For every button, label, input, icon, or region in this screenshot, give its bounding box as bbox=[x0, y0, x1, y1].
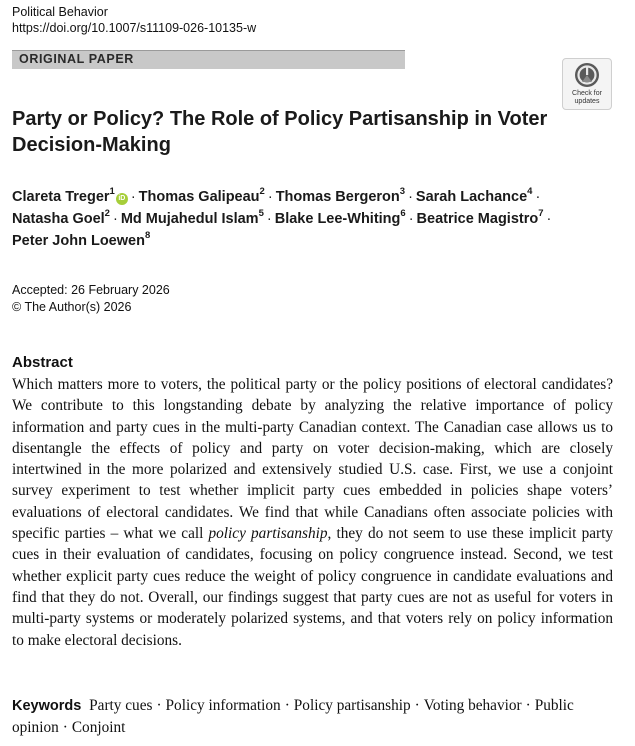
keyword[interactable]: Conjoint bbox=[71, 719, 126, 736]
check-for-updates-icon bbox=[574, 62, 600, 88]
check-for-updates-badge[interactable] bbox=[562, 58, 612, 110]
keywords-label: Keywords bbox=[12, 698, 82, 714]
copyright-notice: © The Author(s) 2026 bbox=[12, 300, 132, 314]
author-name[interactable]: Natasha Goel bbox=[12, 211, 105, 227]
author-affiliation: 4 bbox=[527, 186, 533, 198]
author-affiliation: 3 bbox=[399, 186, 406, 198]
journal-name: Political Behavior bbox=[12, 5, 108, 19]
paper-title bbox=[12, 106, 552, 158]
keyword[interactable]: Policy information bbox=[165, 697, 281, 714]
check-for-updates-line1: Check for bbox=[572, 90, 602, 97]
doi-link[interactable]: https://doi.org/10.1007/s11109-026-10135-w bbox=[12, 21, 257, 35]
author-name[interactable]: Clareta Treger bbox=[12, 189, 110, 205]
abstract-emphasis: policy partisanship bbox=[208, 525, 328, 543]
author-affiliation: 2 bbox=[259, 186, 265, 198]
author-affiliation: 7 bbox=[538, 208, 544, 220]
author-name[interactable]: Sarah Lachance bbox=[415, 189, 528, 205]
article-type-bar bbox=[12, 50, 405, 69]
author-list: Clareta Treger$^1$iD · Thomas Galipeau$^2$ · Thomas Bergeron$^3$ · Sarah Lachance$^4$ · Natasha Goel$^2$ · Md Mujahedul Islam$^5$ · Blake Lee-Whiting$^6$ · Beatrice Magistro$^7$ · Peter John Loewen$^8$ bbox=[12, 186, 552, 249]
abstract-text-part1: Which matters more to voters, the political party or the policy positions of electoral candidates? We contribute to this longstanding debate by analyzing the relative importance of policy information and party cues in the multi-party Canadian context. The Canadian case allows us to disentangle the effects of policy and party on voter decision-making, which are closely intertwined in the more polarized and extensively studied U.S. case. First, we use a conjoint survey experiment to test whether implicit party cues embedded in policies shape voters’ evaluations of electoral candidates. We find that while Canadians often associate policies with specific parties – what we call bbox=[12, 376, 613, 543]
abstract-heading: Abstract bbox=[12, 354, 73, 371]
keywords-section: Keywords Party cues · Policy information · Policy partisanship · Voting behavior · Public opinion · Conjoint bbox=[12, 697, 574, 736]
author-name[interactable]: Blake Lee-Whiting bbox=[274, 211, 401, 227]
keyword[interactable]: Policy partisanship bbox=[293, 697, 411, 714]
author-affiliation: 5 bbox=[258, 208, 264, 220]
keyword[interactable]: Public opinion bbox=[12, 697, 574, 736]
author-affiliation: 8 bbox=[144, 230, 151, 242]
author-affiliation: 1 bbox=[109, 186, 115, 198]
check-for-updates-label bbox=[563, 90, 611, 106]
paper-title-line2: Decision-Making bbox=[12, 134, 171, 156]
author-name[interactable]: Thomas Galipeau bbox=[138, 189, 260, 205]
author-name[interactable]: Peter John Loewen bbox=[12, 233, 145, 249]
check-for-updates-line2: updates bbox=[574, 98, 600, 105]
author-affiliation: 6 bbox=[400, 208, 406, 220]
abstract-text bbox=[12, 374, 613, 651]
keyword[interactable]: Party cues bbox=[89, 697, 153, 714]
keyword[interactable]: Voting behavior bbox=[423, 697, 522, 714]
orcid-icon[interactable]: iD bbox=[116, 193, 128, 205]
accepted-date: Accepted: 26 February 2026 bbox=[12, 283, 170, 297]
abstract-text-part2: , they do not seem to use these implicit party cues in their evaluation of candidates, focusing on policy congruence instead. Second, we test whether explicit party cues reduce the weight of policy congruence in candidate evaluations and find that they do not. Overall, our findings suggest that party cues are not as useful for voters in multi-party systems or moderately polarized systems, and that voters rely on policy information to make electoral decisions. bbox=[12, 525, 613, 649]
paper-title-line1: Party or Policy? The Role of Policy Partisanship in Voter bbox=[12, 108, 548, 130]
author-affiliation: 2 bbox=[104, 208, 110, 220]
author-name[interactable]: Md Mujahedul Islam bbox=[120, 211, 259, 227]
author-name[interactable]: Thomas Bergeron bbox=[275, 189, 400, 205]
author-name[interactable]: Beatrice Magistro bbox=[416, 211, 539, 227]
article-type-label: ORIGINAL PAPER bbox=[19, 52, 134, 66]
